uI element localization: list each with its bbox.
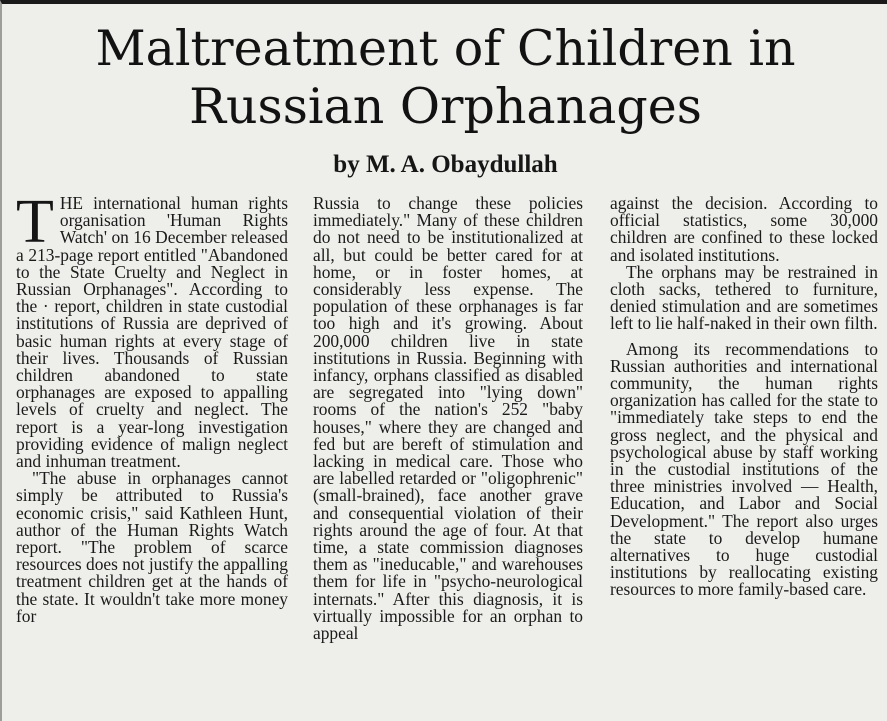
paragraph-restraint: The orphans may be restrained in cloth sacks, tethered to furniture, denied stimulation and are sometimes left to lie half-naked in their own filth. xyxy=(610,261,878,334)
headline-line-1: Maltreatment of Children in xyxy=(95,20,796,77)
paragraph-recommendations: Among its recommendations to Russian authorities and international community, the human rights organization has called for the state to "immediately take steps to end the gross neglect, and the physical and psychological abuse by staff working in the custodial institutions of the three ministries involved — Health, Education, and Labor and Social Development." The report also urges the state to develop humane alternatives to huge custodial institutions by reallocating existing resources to more family-based care. xyxy=(610,338,878,600)
paragraph-statistics: against the decision. According to official statistics, some 30,000 children are confined to these locked and isolated institutions. xyxy=(610,193,878,265)
column-1 xyxy=(16,188,288,626)
drop-cap: T xyxy=(16,188,54,256)
headline-line-2: Russian Orphanages xyxy=(189,78,702,135)
column-3 xyxy=(610,195,878,599)
byline: by M. A. Obaydullah xyxy=(333,151,558,178)
paragraph-continuation: Russia to change these policies immediately." Many of these children do not need to be institutionalized at all, but could be better cared for at home, or in foster homes, at considerably less expense. The population of these orphanages is far too high and it's growing. About 200,000 children live in state institutions in Russia. Beginning with infancy, orphans classified as disabled are segregated into "lying down" rooms of the nation's 252 "baby houses," where they are changed and fed but are bereft of stimulation and lacking in medical care. Those who are labelled retarded or "oligophrenic" (small-brained), face another grave and consequential violation of their rights around the age of four. At that time, a state commission diagnoses them as "ineducable," and warehouses them for life in "psycho-neurological internats." After this diagnosis, it is virtually impossible for an orphan to appeal xyxy=(313,193,583,644)
headline xyxy=(2,20,887,136)
paragraph-intro-text: HE international human rights organisation 'Human Rights Watch' on 16 December released a 213-page report entitled "Abandoned to the State Cruelty and Neglect in Russian Orphanages". According to the · report, children in state custodial institutions of Russia are deprived of basic human rights at every stage of their lives. Thousands of Russian children abandoned to state orphanages are exposed to appalling levels of cruelty and neglect. The report is a year-long investigation providing evidence of malign neglect and inhuman treatment. xyxy=(16,193,288,472)
paragraph-quote: "The abuse in orphanages cannot simply be attributed to Russia's economic crisis," said Kathleen Hunt, author of the Human Rights Watch report. "The problem of scarce resources does not justify the appalling treatment children get at the hands of the state. It wouldn't take more money for xyxy=(16,468,288,626)
paragraph-intro xyxy=(16,188,288,472)
column-2 xyxy=(313,195,583,642)
